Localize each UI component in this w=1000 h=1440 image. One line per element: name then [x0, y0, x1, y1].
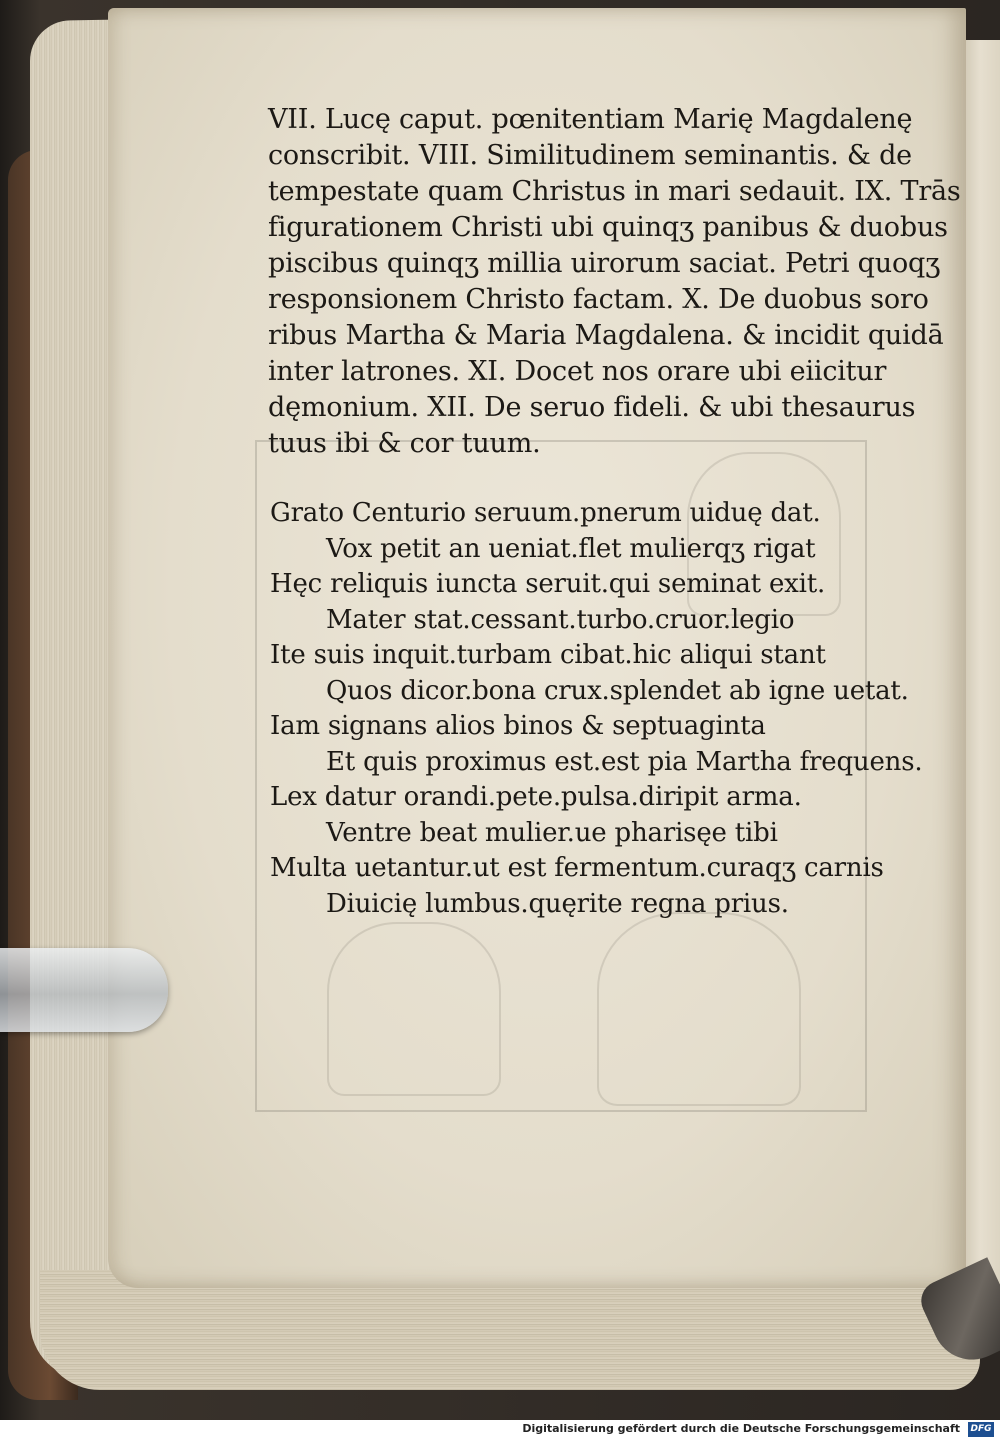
prose-line: dęmonium. XII. De seruo fideli. & ubi thesaurus: [268, 392, 916, 423]
verse-line: Multa uetantur.ut est fermentum.curaqʒ carnis: [270, 853, 884, 883]
verse-line: Mater stat.cessant.turbo.cruor.legio: [326, 604, 795, 635]
dfg-logo: DFG: [968, 1422, 994, 1437]
prose-line: figurationem Christi ubi quinqʒ panibus & duobus: [268, 212, 948, 243]
verse-line: Quos dicor.bona crux.splendet ab igne uetat.: [326, 675, 909, 706]
digitization-footer: [0, 1420, 1000, 1440]
prose-line: tuus ibi & cor tuum.: [268, 428, 541, 459]
mnemonic-verses: [270, 496, 923, 922]
woodcut-figure-right: [597, 912, 801, 1106]
chapter-summary: [268, 102, 961, 462]
page-holder-clip: [0, 948, 168, 1032]
verse-line: Lex datur orandi.pete.pulsa.diripit arma.: [270, 782, 802, 812]
verse-line: Ventre beat mulier.ue pharisęe tibi: [326, 817, 778, 848]
verse-line: Vox petit an ueniat.flet mulierqʒ rigat: [326, 533, 816, 564]
verse-line: Ite suis inquit.turbam cibat.hic aliqui stant: [270, 640, 826, 670]
prose-line: conscribit. VIII. Similitudinem seminantis. & de: [268, 140, 912, 171]
prose-line: responsionem Christo factam. X. De duobus soro: [268, 284, 929, 315]
facing-page-edge: [962, 40, 1000, 1290]
page-edges-bottom: [40, 1270, 980, 1390]
verse-line: Diuicię lumbus.quęrite regna prius.: [326, 888, 789, 919]
verse-line: Et quis proximus est.est pia Martha frequens.: [326, 746, 923, 777]
prose-line: tempestate quam Christus in mari sedauit. IX. Trās: [268, 176, 961, 207]
prose-line: inter latrones. XI. Docet nos orare ubi eiicitur: [268, 356, 887, 387]
footer-credit: Digitalisierung gefördert durch die Deutsche Forschungsgemeinschaft: [522, 1422, 960, 1435]
verse-line: Iam signans alios binos & septuaginta: [270, 711, 766, 741]
verse-line: Grato Centurio seruum.pnerum uiduę dat.: [270, 498, 821, 528]
woodcut-figure-left: [327, 922, 501, 1096]
prose-line: VII. Lucę caput. pœnitentiam Marię Magdalenę: [268, 104, 913, 135]
prose-line: ribus Martha & Maria Magdalena. & incidit quidā: [268, 320, 944, 351]
prose-line: piscibus quinqʒ millia uirorum saciat. Petri quoqʒ: [268, 248, 941, 279]
verse-line: Hęc reliquis iuncta seruit.qui seminat exit.: [270, 569, 826, 599]
